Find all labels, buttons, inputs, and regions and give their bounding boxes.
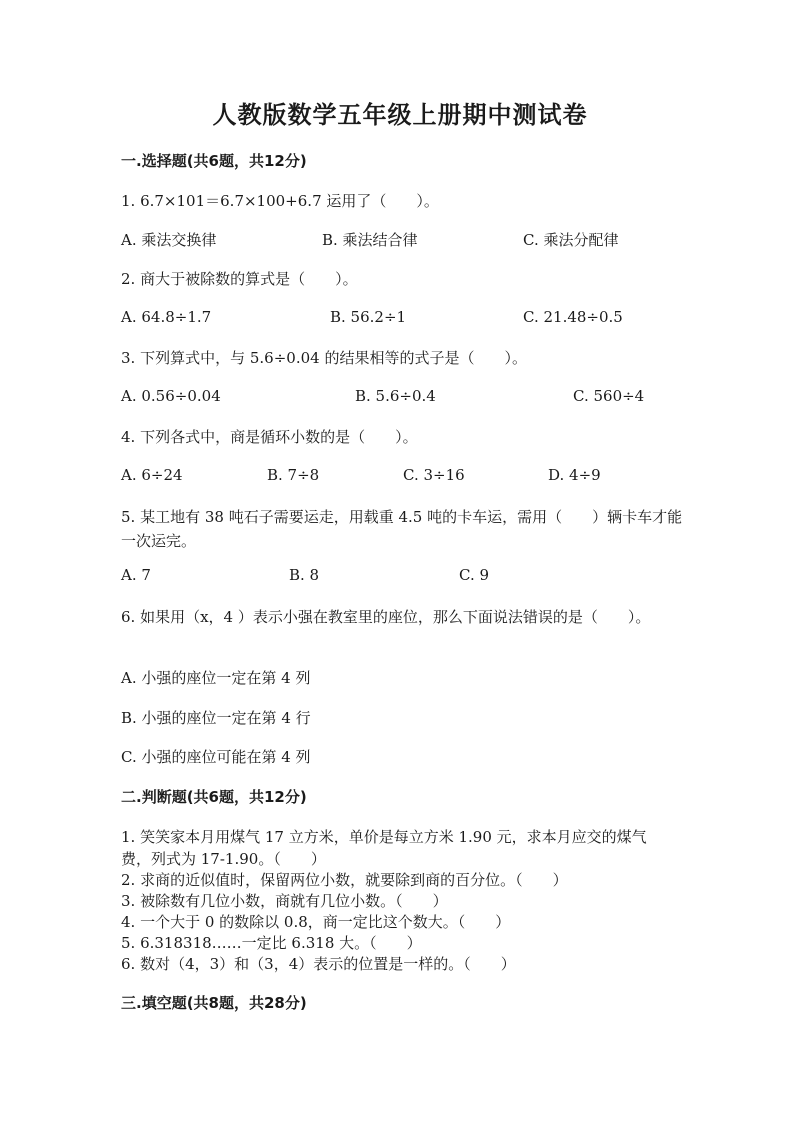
question-1-option-b: B. 乘法结合律 — [322, 231, 418, 249]
question-1-option-a: A. 乘法交换律 — [121, 231, 217, 249]
section-heading-fill: 三.填空题(共8题，共28分) — [121, 994, 307, 1012]
question-4-option-d: D. 4÷9 — [548, 466, 601, 484]
question-6: 6. 如果用（x，4 ）表示小强在教室里的座位，那么下面说法错误的是（ ）。 — [121, 608, 651, 626]
question-3-option-c: C. 560÷4 — [573, 387, 645, 405]
question-2: 2. 商大于被除数的算式是（ ）。 — [121, 270, 358, 288]
judge-item-4: 4. 一个大于 0 的数除以 0.8，商一定比这个数大。（ ） — [121, 913, 511, 931]
question-3: 3. 下列算式中，与 5.6÷0.04 的结果相等的式子是（ ）。 — [121, 349, 527, 367]
question-4-option-b: B. 7÷8 — [267, 466, 320, 484]
question-3-option-a: A. 0.56÷0.04 — [121, 387, 221, 405]
question-4: 4. 下列各式中，商是循环小数的是（ ）。 — [121, 428, 418, 446]
judge-item-2: 2. 求商的近似值时，保留两位小数，就要除到商的百分位。（ ） — [121, 871, 568, 889]
section-heading-choice: 一.选择题(共6题，共12分) — [121, 152, 307, 170]
judge-item-1a: 1. 笑笑家本月用煤气 17 立方米，单价是每立方米 1.90 元，求本月应交的煤气 — [121, 828, 647, 846]
question-2-option-c: C. 21.48÷0.5 — [523, 308, 623, 326]
question-1-option-c: C. 乘法分配律 — [523, 231, 619, 249]
question-6-option-b: B. 小强的座位一定在第 4 行 — [121, 709, 311, 727]
question-6-option-a: A. 小强的座位一定在第 4 列 — [121, 669, 311, 687]
section-heading-judge: 二.判断题(共6题，共12分) — [121, 788, 307, 806]
question-1: 1. 6.7×101＝6.7×100+6.7 运用了（ ）。 — [121, 192, 439, 210]
question-5-option-a: A. 7 — [121, 566, 151, 584]
question-5-option-b: B. 8 — [289, 566, 320, 584]
question-4-option-a: A. 6÷24 — [121, 466, 183, 484]
page-title: 人教版数学五年级上册期中测试卷 — [212, 100, 588, 129]
question-6-option-c: C. 小强的座位可能在第 4 列 — [121, 748, 311, 766]
question-2-option-b: B. 56.2÷1 — [330, 308, 407, 326]
judge-item-5: 5. 6.318318……一定比 6.318 大。（ ） — [121, 934, 422, 952]
question-2-option-a: A. 64.8÷1.7 — [121, 308, 212, 326]
question-5-option-c: C. 9 — [459, 566, 490, 584]
judge-item-1b: 费，列式为 17-1.90。（ ） — [121, 850, 326, 868]
question-5: 5. 某工地有 38 吨石子需要运走，用载重 4.5 吨的卡车运，需用（ ）辆卡车才能一次运完。 — [121, 508, 683, 550]
question-4-option-c: C. 3÷16 — [403, 466, 465, 484]
question-3-option-b: B. 5.6÷0.4 — [355, 387, 436, 405]
judge-item-3: 3. 被除数有几位小数，商就有几位小数。（ ） — [121, 892, 448, 910]
judge-item-6: 6. 数对（4，3）和（3，4）表示的位置是一样的。（ ） — [121, 955, 516, 973]
